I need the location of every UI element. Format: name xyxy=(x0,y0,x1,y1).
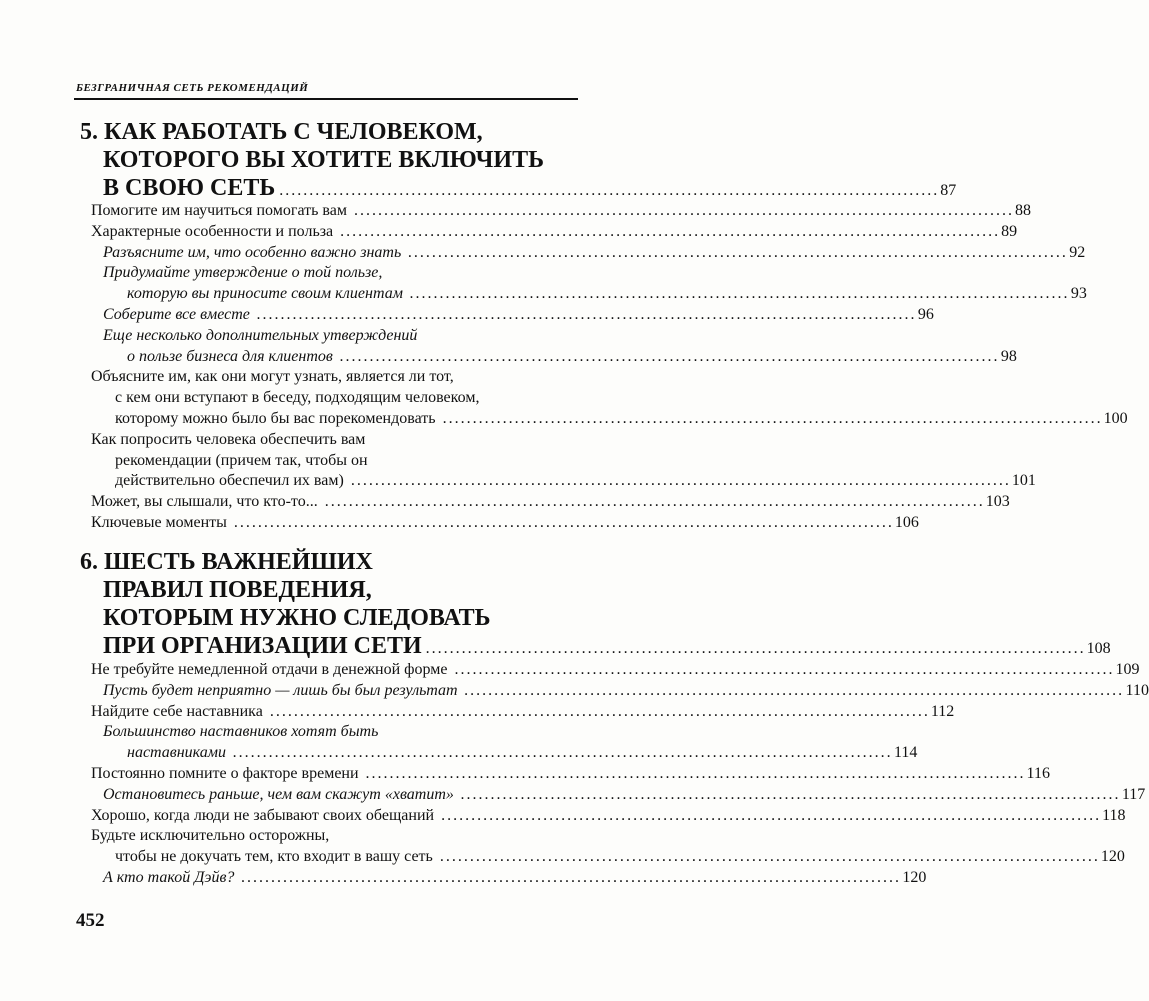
entry-text: Будьте исключительно осторожны, xyxy=(91,827,330,845)
toc-entry[interactable] xyxy=(91,367,1128,429)
chapter-6-heading[interactable] xyxy=(80,548,1111,663)
leader-dots xyxy=(230,744,890,761)
page-ref: 87 xyxy=(940,182,957,199)
page-ref: 93 xyxy=(1070,285,1087,303)
entry-text: Может, вы слышали, что кто-то... xyxy=(91,493,318,511)
entry-text: наставниками xyxy=(127,744,226,762)
entry-text: Ключевые моменты xyxy=(91,513,227,531)
page-ref: 120 xyxy=(1100,848,1125,866)
toc-subentry[interactable] xyxy=(91,263,1087,305)
entry-text: Остановитесь раньше, чем вам скажут «хватит» xyxy=(103,785,454,803)
chapter-title-line: 6. ШЕСТЬ ВАЖНЕЙШИХ xyxy=(80,549,373,575)
toc-entry[interactable] xyxy=(91,513,919,534)
leader-dots xyxy=(337,348,997,365)
toc-entry[interactable] xyxy=(91,702,955,723)
chapter-5-entries xyxy=(91,201,1128,534)
page-ref: 101 xyxy=(1011,472,1036,490)
leader-dots xyxy=(458,786,1118,803)
entry-text: А кто такой Дэйв? xyxy=(103,868,235,886)
entry-text: Объясните им, как они могут узнать, является ли тот, xyxy=(91,368,454,386)
toc-subentry[interactable] xyxy=(91,243,1086,264)
page-ref: 88 xyxy=(1014,202,1031,219)
toc-subentry[interactable] xyxy=(91,722,918,764)
toc-subentry[interactable] xyxy=(91,681,1149,702)
leader-dots xyxy=(440,410,1100,427)
header-rule xyxy=(74,98,578,100)
leader-dots xyxy=(254,306,914,323)
toc-entry[interactable] xyxy=(91,660,1140,681)
toc-entry[interactable] xyxy=(91,492,1010,513)
entry-text: Соберите все вместе xyxy=(103,305,250,323)
chapter-title-line: КОТОРЫМ НУЖНО СЛЕДОВАТЬ xyxy=(103,605,491,631)
page-ref: 117 xyxy=(1121,785,1146,803)
leader-dots xyxy=(267,703,927,720)
entry-text: Постоянно помните о факторе времени xyxy=(91,764,359,782)
leader-dots xyxy=(462,682,1122,699)
chapter-title-line: 5. КАК РАБОТАТЬ С ЧЕЛОВЕКОМ, xyxy=(80,119,483,145)
entry-text: Еще несколько дополнительных утверждений xyxy=(103,326,418,344)
toc-entry[interactable] xyxy=(91,430,1036,492)
entry-text: Придумайте утверждение о той пользе, xyxy=(103,264,383,282)
leader-dots xyxy=(351,202,1011,219)
entry-text: Характерные особенности и польза xyxy=(91,222,334,240)
entry-text: Хорошо, когда люди не забывают своих обещаний xyxy=(91,806,435,824)
toc-entry[interactable] xyxy=(91,826,1125,868)
leader-dots xyxy=(426,632,1083,663)
leader-dots xyxy=(348,472,1008,489)
toc-entry[interactable] xyxy=(91,222,1018,243)
page-ref: 106 xyxy=(894,513,919,531)
leader-dots xyxy=(322,493,982,510)
chapter-5-heading[interactable] xyxy=(80,118,957,205)
entry-text: Как попросить человека обеспечить вам xyxy=(91,430,366,448)
entry-text: о пользе бизнеса для клиентов xyxy=(127,347,333,365)
toc-subentry[interactable] xyxy=(91,785,1146,806)
entry-text: Найдите себе наставника xyxy=(91,702,263,720)
entry-text: которому можно было бы вас порекомендовать xyxy=(115,409,436,427)
page-number: 452 xyxy=(76,910,105,931)
entry-text: действительно обеспечил их вам) xyxy=(115,472,344,490)
leader-dots xyxy=(452,661,1112,678)
toc-entry[interactable] xyxy=(91,764,1050,785)
page-ref: 112 xyxy=(930,702,955,720)
leader-dots xyxy=(363,765,1023,782)
page-ref: 118 xyxy=(1102,806,1126,824)
entry-text: которую вы приносите своим клиентам xyxy=(127,285,403,303)
toc-subentry[interactable] xyxy=(91,868,927,889)
page-ref: 103 xyxy=(985,493,1010,511)
toc-subentry[interactable] xyxy=(91,305,934,326)
toc-entry[interactable] xyxy=(91,201,1031,222)
leader-dots xyxy=(238,869,898,886)
chapter-title-line: ПРАВИЛ ПОВЕДЕНИЯ, xyxy=(103,577,372,603)
entry-text: чтобы не докучать тем, кто входит в вашу сеть xyxy=(115,848,433,866)
toc-subentry[interactable] xyxy=(91,326,1017,368)
page-ref: 96 xyxy=(917,305,934,323)
chapter-6-entries xyxy=(91,660,1149,889)
entry-text: Не требуйте немедленной отдачи в денежной форме xyxy=(91,661,448,678)
page-ref: 120 xyxy=(902,868,927,886)
entry-text: Помогите им научиться помогать вам xyxy=(91,202,347,219)
entry-text: Большинство наставников хотят быть xyxy=(103,723,379,741)
running-header: БЕЗГРАНИЧНАЯ СЕТЬ РЕКОМЕНДАЦИЙ xyxy=(76,82,309,94)
leader-dots xyxy=(405,244,1065,261)
page-ref: 92 xyxy=(1069,243,1086,261)
leader-dots xyxy=(231,514,891,531)
leader-dots xyxy=(437,848,1097,865)
leader-dots xyxy=(438,807,1098,824)
page-ref: 114 xyxy=(893,744,918,762)
entry-text: Разъясните им, что особенно важно знать xyxy=(103,243,402,261)
page-ref: 89 xyxy=(1001,222,1018,240)
entry-text: рекомендации (причем так, чтобы он xyxy=(115,451,368,469)
chapter-title-line: В СВОЮ СЕТЬ xyxy=(103,175,276,201)
chapter-title-line: ПРИ ОРГАНИЗАЦИИ СЕТИ xyxy=(103,633,422,659)
page-ref: 100 xyxy=(1103,409,1128,427)
leader-dots xyxy=(407,285,1067,302)
page-ref: 116 xyxy=(1026,764,1050,782)
page-ref: 98 xyxy=(1000,347,1017,365)
page-ref: 110 xyxy=(1125,681,1149,699)
leader-dots xyxy=(337,223,997,240)
page-ref: 108 xyxy=(1086,640,1111,657)
page-ref: 109 xyxy=(1115,661,1140,678)
chapter-title-line: КОТОРОГО ВЫ ХОТИТЕ ВКЛЮЧИТЬ xyxy=(103,147,544,173)
entry-text: Пусть будет неприятно — лишь бы был результат xyxy=(103,681,458,699)
toc-entry[interactable] xyxy=(91,806,1126,827)
entry-text: с кем они вступают в беседу, подходящим человеком, xyxy=(115,389,480,407)
